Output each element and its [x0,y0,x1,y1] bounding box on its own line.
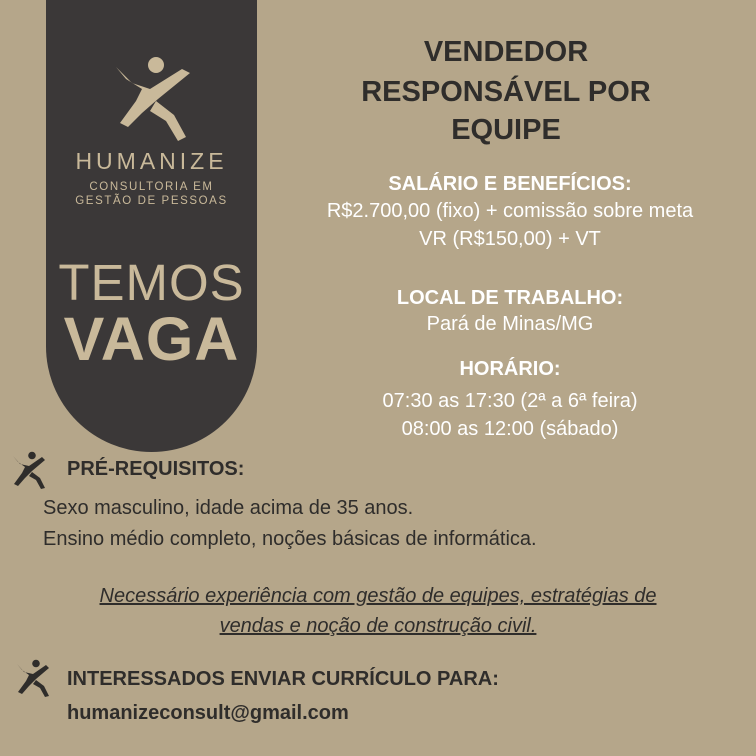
salary-line1: R$2.700,00 (fixo) + comissão sobre meta [326,200,694,222]
experience-note-line2: vendas e noção de construção civil. [219,615,537,637]
salary-heading: SALÁRIO E BENEFÍCIOS: [388,173,632,195]
job-title-line2: RESPONSÁVEL POR [361,76,651,108]
banner-vaga: VAGA [63,305,240,373]
job-title-line1: VENDEDOR [423,36,589,68]
salary-line2: VR (R$150,00) + VT [419,228,601,250]
prerequisites-heading: PRÉ-REQUISITOS: [67,458,245,480]
experience-note-line1: Necessário experiência com gestão de equipes, estratégias de [99,585,657,607]
salary-section [265,173,755,251]
prerequisites-line2: Ensino médio completo, noções básicas de informática. [43,528,537,550]
job-title-line3: EQUIPE [451,114,561,146]
contact-person-icon [16,659,50,697]
schedule-line2: 08:00 as 12:00 (sábado) [401,418,619,440]
schedule-heading: HORÁRIO: [459,358,561,380]
humanize-logo-figure-icon [112,55,196,141]
location-line1: Pará de Minas/MG [426,313,594,335]
contact-heading: INTERESSADOS ENVIAR CURRÍCULO PARA: [67,668,499,690]
schedule-section [265,358,755,441]
brand-subtitle-line2: GESTÃO DE PESSOAS [75,195,228,207]
prerequisites-line1: Sexo masculino, idade acima de 35 anos. [43,497,414,519]
banner-temos: TEMOS [58,254,245,311]
schedule-line1: 07:30 as 17:30 (2ª a 6ª feira) [382,390,638,412]
location-heading: LOCAL DE TRABALHO: [396,287,624,309]
brand-subtitle-line1: CONSULTORIA EM [89,181,214,193]
contact-email: humanizeconsult@gmail.com [67,702,349,724]
location-section [265,287,755,336]
brand-name: HUMANIZE [75,148,228,174]
prerequisites-person-icon [12,451,46,489]
